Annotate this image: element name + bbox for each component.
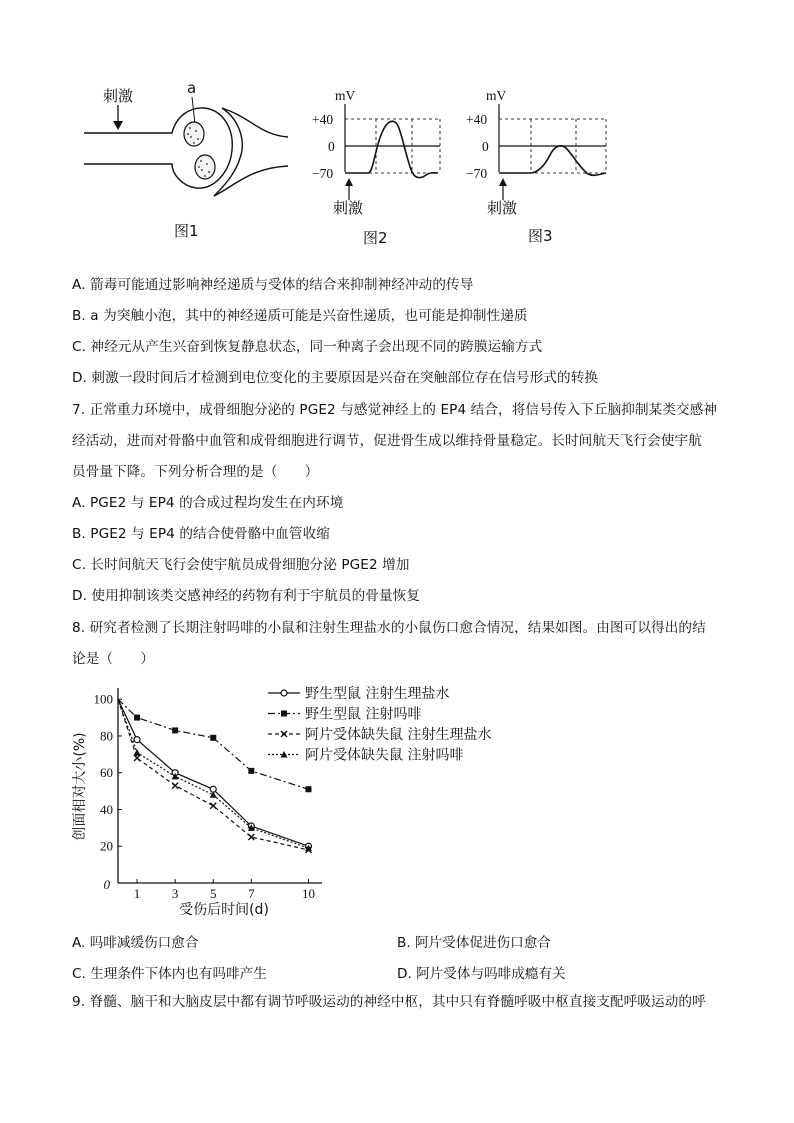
postsynaptic-membrane-top bbox=[222, 108, 288, 137]
x-tick-label: 3 bbox=[171, 886, 179, 901]
figure-3 bbox=[466, 88, 606, 245]
legend-entry-4 bbox=[268, 747, 463, 764]
q8-option-a: A. 吗啡减缓伤口愈合 bbox=[72, 935, 199, 951]
fig1-point-label: a bbox=[187, 79, 197, 97]
legend-entry-3 bbox=[268, 726, 491, 743]
postsynaptic-membrane-curve bbox=[214, 108, 242, 196]
legend-marker bbox=[281, 731, 287, 737]
q7-option-c: C. 长时间航天飞行会使宇航员成骨细胞分泌 PGE2 增加 bbox=[72, 557, 410, 573]
data-point bbox=[134, 715, 140, 721]
fig2-stimulus-label: 刺激 bbox=[333, 199, 364, 217]
fig1-stimulus-label: 刺激 bbox=[103, 87, 134, 105]
y-tick-label: 60 bbox=[100, 765, 113, 781]
data-point bbox=[210, 803, 216, 809]
q7-option-a: A. PGE2 与 EP4 的合成过程均发生在内环境 bbox=[72, 495, 344, 511]
q7-option-d: D. 使用抑制该类交感神经的药物有利于宇航员的骨量恢复 bbox=[72, 588, 421, 604]
fig3-caption: 图3 bbox=[528, 227, 553, 245]
series-line bbox=[118, 699, 309, 848]
series-line bbox=[118, 699, 309, 850]
legend-marker bbox=[281, 711, 287, 717]
data-point bbox=[305, 786, 311, 792]
legend-marker bbox=[281, 690, 287, 696]
x-tick-label: 1 bbox=[133, 886, 141, 901]
figure-1 bbox=[84, 79, 288, 240]
q6-option-d: D. 刺激一段时间后才检测到电位变化的主要原因是兴奋在突触部位存在信号形式的转换 bbox=[72, 370, 599, 386]
fig2-action-potential-curve bbox=[345, 121, 438, 177]
label-pointer bbox=[192, 97, 195, 124]
q6-option-a: A. 箭毒可能通过影响神经递质与受体的结合来抑制神经冲动的传导 bbox=[72, 277, 474, 293]
q7-option-b: B. PGE2 与 EP4 的结合使骨骼中血管收缩 bbox=[72, 526, 330, 542]
q8-option-c: C. 生理条件下体内也有吗啡产生 bbox=[72, 966, 267, 982]
series-3 bbox=[118, 699, 311, 853]
wound-healing-chart bbox=[0, 680, 560, 920]
legend-entry-2 bbox=[268, 706, 421, 723]
fig3-stimulus-label: 刺激 bbox=[487, 199, 518, 217]
chart-legend bbox=[268, 685, 491, 764]
fig3-tick-70: −70 bbox=[466, 166, 488, 181]
q8-option-d: D. 阿片受体与吗啡成瘾有关 bbox=[397, 966, 566, 982]
fig2-caption: 图2 bbox=[363, 229, 388, 247]
q7-stem-line-1: 7. 正常重力环境中，成骨细胞分泌的 PGE2 与感觉神经上的 EP4 结合，将信号传入下丘脑抑制某类交感神 bbox=[72, 402, 718, 418]
fig1-caption: 图1 bbox=[174, 222, 199, 240]
q6-option-c: C. 神经元从产生兴奋到恢复静息状态，同一种离子会出现不同的跨膜运输方式 bbox=[72, 339, 543, 355]
figure-2 bbox=[312, 88, 440, 247]
data-point bbox=[172, 727, 178, 733]
y-axis-label: 创面相对大小(%) bbox=[72, 732, 88, 841]
data-point bbox=[134, 749, 141, 756]
x-axis-label: 受伤后时间(d) bbox=[179, 902, 269, 918]
data-point bbox=[210, 735, 216, 741]
origin-label: 0 bbox=[103, 877, 110, 892]
series-line bbox=[118, 699, 309, 789]
x-tick-label: 10 bbox=[301, 886, 315, 901]
fig2-tick-0: 0 bbox=[328, 139, 335, 154]
top-figures bbox=[0, 0, 794, 260]
data-point bbox=[248, 768, 254, 774]
data-point bbox=[172, 783, 178, 789]
fig3-unit: mV bbox=[486, 88, 507, 103]
series-1 bbox=[118, 699, 311, 849]
data-point bbox=[134, 737, 140, 743]
q7-stem-line-3: 员骨量下降。下列分析合理的是（ ） bbox=[72, 464, 319, 480]
data-point bbox=[134, 755, 140, 761]
y-tick-label: 20 bbox=[100, 838, 113, 854]
q7-stem-line-2: 经活动，进而对骨骼中血管和成骨细胞进行调节，促进骨生成以维持骨量稳定。长时间航天飞行会使宇航 bbox=[72, 433, 702, 449]
x-tick-label: 5 bbox=[209, 886, 217, 901]
series-4 bbox=[118, 699, 312, 851]
fig2-unit: mV bbox=[335, 88, 356, 103]
legend-label: 阿片受体缺失鼠 注射吗啡 bbox=[305, 747, 464, 764]
q8-stem-line-1: 8. 研究者检测了长期注射吗啡的小鼠和注射生理盐水的小鼠伤口愈合情况，结果如图。由图可以得出的结 bbox=[72, 620, 706, 636]
q6-option-b: B. a 为突触小泡，其中的神经递质可能是兴奋性递质，也可能是抑制性递质 bbox=[72, 308, 528, 324]
legend-label: 野生型鼠 注射吗啡 bbox=[305, 706, 422, 723]
y-tick-label: 40 bbox=[100, 801, 113, 817]
fig2-stimulus-arrowhead bbox=[345, 178, 353, 186]
x-tick-label: 7 bbox=[248, 886, 255, 901]
y-tick-label: 80 bbox=[100, 728, 113, 744]
fig3-tick-0: 0 bbox=[482, 139, 489, 154]
q8-stem-line-2: 论是（ ） bbox=[72, 651, 155, 667]
chart-series bbox=[118, 699, 312, 853]
fig3-tick-40: +40 bbox=[466, 112, 488, 127]
fig3-subthreshold-curve bbox=[499, 146, 606, 176]
legend-entry-1 bbox=[268, 685, 449, 702]
fig2-tick-40: +40 bbox=[312, 112, 334, 127]
stimulus-arrowhead bbox=[113, 121, 123, 130]
y-tick-label: 100 bbox=[93, 691, 113, 707]
fig2-tick-70: −70 bbox=[312, 166, 334, 181]
q9-stem-line-1: 9. 脊髓、脑干和大脑皮层中都有调节呼吸运动的神经中枢，其中只有脊髓呼吸中枢直接支配呼吸运动的呼 bbox=[72, 994, 706, 1010]
q8-option-b: B. 阿片受体促进伤口愈合 bbox=[397, 935, 551, 951]
fig3-stimulus-arrowhead bbox=[499, 178, 507, 186]
legend-label: 阿片受体缺失鼠 注射生理盐水 bbox=[305, 727, 492, 743]
legend-label: 野生型鼠 注射生理盐水 bbox=[305, 686, 450, 702]
